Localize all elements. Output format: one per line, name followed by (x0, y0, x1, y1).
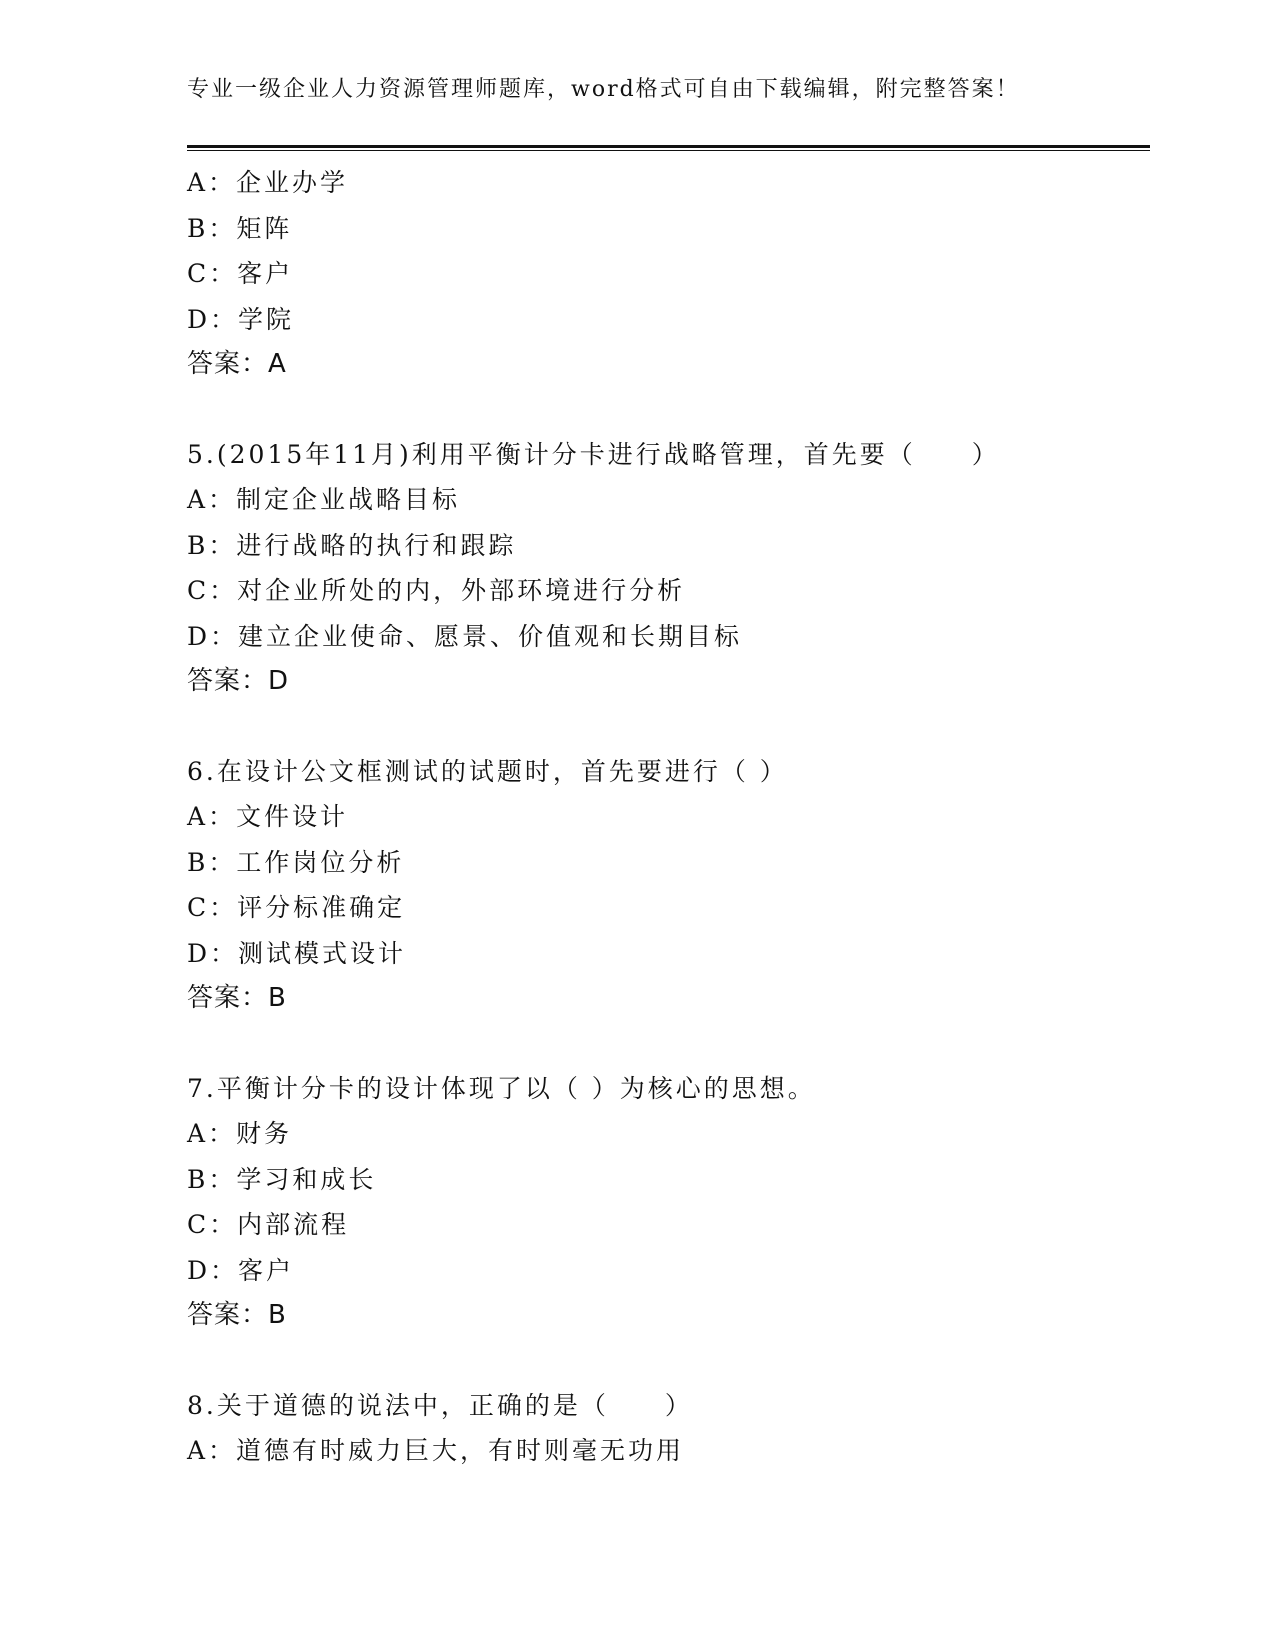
question-text: 6.在设计公文框测试的试题时，首先要进行（ ） (187, 756, 788, 786)
spacer (187, 705, 1150, 749)
question-block (187, 1066, 1150, 1339)
option-a: A：制定企业战略目标 (187, 485, 461, 514)
option-c: C：评分标准确定 (187, 893, 406, 922)
option-c: C：内部流程 (187, 1210, 350, 1239)
option-b: B：学习和成长 (187, 1164, 377, 1194)
question-text: 7.平衡计分卡的设计体现了以（ ）为核心的思想。 (187, 1073, 816, 1103)
answer-label: 答案：B (187, 983, 287, 1013)
answer-label: 答案：D (187, 666, 290, 696)
option-c: C：对企业所处的内，外部环境进行分析 (187, 576, 686, 605)
question-block (187, 432, 1150, 705)
option-b: B：进行战略的执行和跟踪 (187, 530, 517, 560)
option-b: B：矩阵 (187, 213, 293, 243)
spacer (187, 1022, 1150, 1066)
spacer (187, 388, 1150, 432)
option-c: C：客户 (187, 259, 294, 288)
question-text: 8.关于道德的说法中，正确的是（ ） (187, 1390, 693, 1420)
option-d: D：建立企业使命、愿景、价值观和长期目标 (187, 621, 743, 651)
option-d: D：测试模式设计 (187, 938, 407, 968)
option-a: A：文件设计 (187, 802, 349, 831)
spacer (187, 1339, 1150, 1383)
option-a: A：道德有时威力巨大，有时则毫无功用 (187, 1436, 685, 1465)
answer-label: 答案：A (187, 349, 287, 379)
option-a: A：企业办学 (187, 168, 349, 197)
option-d: D：客户 (187, 1255, 295, 1285)
question-block (187, 1383, 1150, 1474)
question-list (187, 160, 1150, 1474)
question-block (187, 160, 1150, 388)
header-rule-thick (187, 145, 1150, 148)
option-a: A：财务 (187, 1119, 293, 1148)
question-text: 5.(2015年11月)利用平衡计分卡进行战略管理，首先要（ ） (187, 439, 1000, 469)
header-rule-thin (187, 150, 1150, 151)
answer-label: 答案：B (187, 1300, 287, 1330)
option-d: D：学院 (187, 304, 295, 334)
page-header: 专业一级企业人力资源管理师题库，word格式可自由下载编辑，附完整答案！ (187, 77, 1020, 102)
question-block (187, 749, 1150, 1022)
option-b: B：工作岗位分析 (187, 847, 405, 877)
